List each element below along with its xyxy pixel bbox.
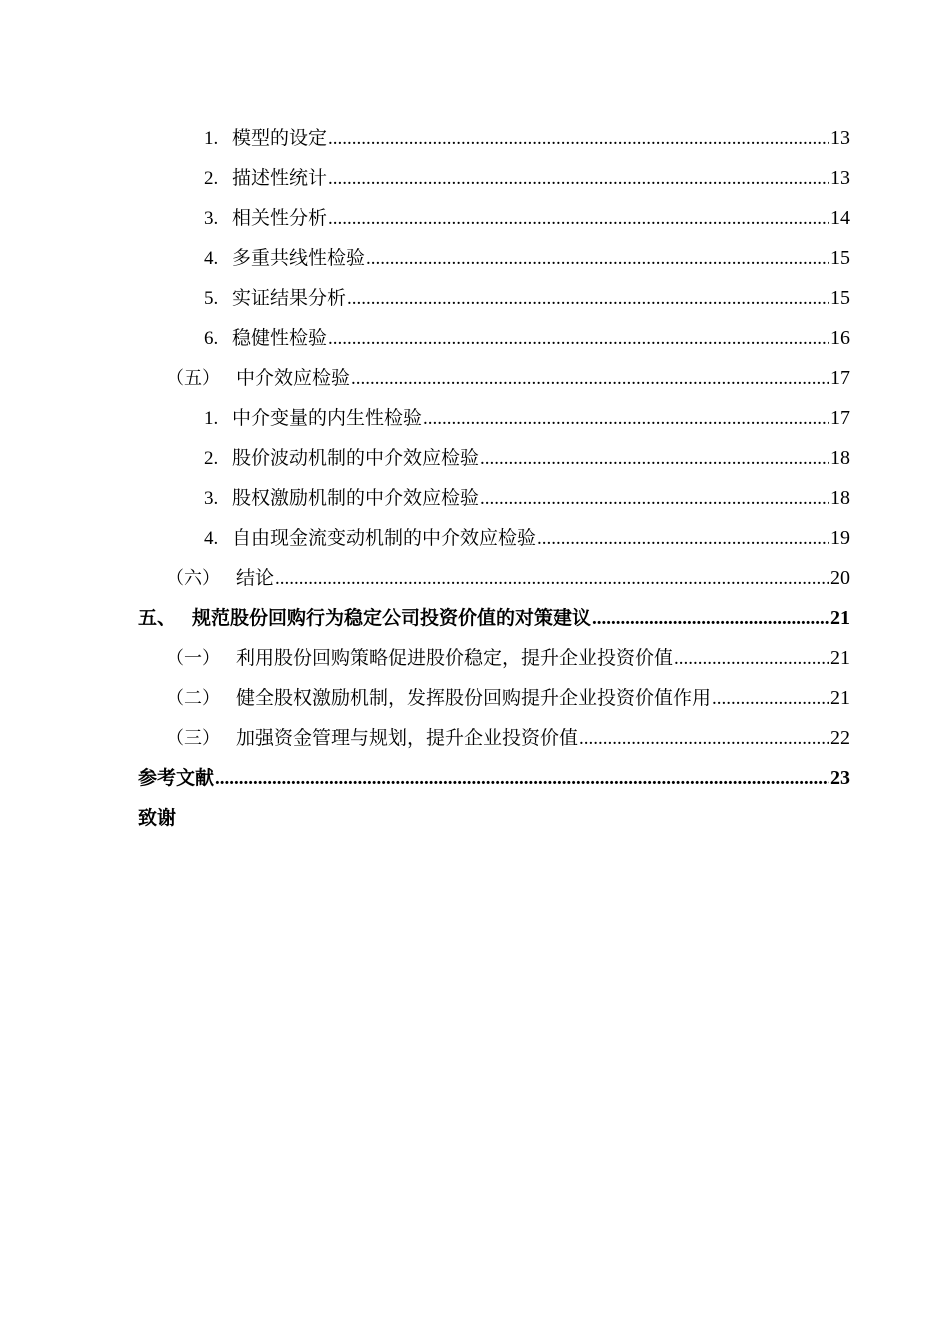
toc-entry-page: 14 (830, 207, 850, 229)
toc-entry[interactable] (138, 478, 850, 518)
toc-entry-number: 4. (204, 248, 219, 269)
toc-entry[interactable] (138, 198, 850, 238)
toc-entry[interactable] (138, 358, 850, 398)
toc-entry-page: 22 (830, 727, 850, 749)
toc-entry-title: 致谢 (138, 807, 177, 829)
toc-entry[interactable] (138, 558, 850, 598)
toc-entry-number: （一） (166, 648, 220, 669)
toc-entry-number: 3. (204, 208, 219, 229)
toc-entry-page: 17 (830, 407, 850, 429)
toc-entry-page: 20 (830, 567, 850, 589)
toc-entry-number: 2. (204, 448, 219, 469)
toc-entry-number: 2. (204, 168, 219, 189)
toc-entry[interactable] (138, 318, 850, 358)
dot-leader (328, 159, 829, 199)
toc-entry-title: 结论 (236, 567, 275, 589)
dot-leader (215, 759, 829, 799)
toc-entry[interactable] (138, 718, 850, 758)
toc-entry-number: 5. (204, 288, 219, 309)
toc-entry-title: 股价波动机制的中介效应检验 (232, 447, 480, 469)
dot-leader (423, 399, 829, 439)
dot-leader (537, 519, 829, 559)
toc-entry-number: 3. (204, 488, 219, 509)
toc-entry-page: 18 (830, 487, 850, 509)
toc-entry-page: 18 (830, 447, 850, 469)
toc-entry-number: 4. (204, 528, 219, 549)
toc-entry-title: 描述性统计 (232, 167, 328, 189)
toc-entry-title: 自由现金流变动机制的中介效应检验 (232, 527, 537, 549)
toc-entry[interactable] (138, 638, 850, 678)
toc-entry-title: 健全股权激励机制，发挥股份回购提升企业投资价值作用 (236, 687, 712, 709)
dot-leader (592, 599, 829, 639)
table-of-contents (138, 118, 850, 838)
toc-entry-page: 19 (830, 527, 850, 549)
toc-entry-number: （三） (166, 728, 220, 749)
toc-entry-title: 参考文献 (138, 767, 215, 789)
dot-leader (351, 359, 829, 399)
toc-entry-title: 中介变量的内生性检验 (232, 407, 423, 429)
toc-entry[interactable] (138, 238, 850, 278)
toc-entry[interactable] (138, 598, 850, 638)
dot-leader (366, 239, 829, 279)
toc-entry-number: （六） (166, 568, 220, 589)
dot-leader (347, 279, 829, 319)
toc-entry-number: 6. (204, 328, 219, 349)
toc-entry-page: 21 (830, 607, 850, 629)
toc-entry-title: 稳健性检验 (232, 327, 328, 349)
toc-entry[interactable] (138, 678, 850, 718)
toc-entry[interactable] (138, 518, 850, 558)
toc-entry-title: 中介效应检验 (236, 367, 351, 389)
dot-leader (328, 119, 829, 159)
dot-leader (480, 439, 829, 479)
toc-entry-page: 13 (830, 167, 850, 189)
toc-entry-title: 规范股份回购行为稳定公司投资价值的对策建议 (192, 607, 592, 629)
toc-entry-page: 15 (830, 287, 850, 309)
toc-entry-title: 利用股份回购策略促进股价稳定，提升企业投资价值 (236, 647, 674, 669)
toc-entry-page: 16 (830, 327, 850, 349)
dot-leader (480, 479, 829, 519)
toc-entry-title: 多重共线性检验 (232, 247, 366, 269)
dot-leader (712, 679, 829, 719)
toc-entry-title: 实证结果分析 (232, 287, 347, 309)
toc-entry-number: 1. (204, 408, 219, 429)
dot-leader (674, 639, 829, 679)
toc-entry[interactable] (138, 398, 850, 438)
toc-entry-number: （二） (166, 688, 220, 709)
toc-entry-page: 17 (830, 367, 850, 389)
toc-entry-page: 21 (830, 687, 850, 709)
toc-entry-page: 23 (830, 767, 850, 789)
toc-entry[interactable] (138, 438, 850, 478)
toc-entry-title: 股权激励机制的中介效应检验 (232, 487, 480, 509)
toc-entry-title: 加强资金管理与规划，提升企业投资价值 (236, 727, 579, 749)
toc-entry-title: 模型的设定 (232, 127, 328, 149)
dot-leader (328, 199, 829, 239)
toc-entry-acknowledgements[interactable] (138, 798, 850, 838)
toc-entry[interactable] (138, 118, 850, 158)
dot-leader (328, 319, 829, 359)
dot-leader (579, 719, 829, 759)
toc-entry-page: 15 (830, 247, 850, 269)
toc-entry-number: 1. (204, 128, 219, 149)
toc-entry-number: （五） (166, 368, 220, 389)
dot-leader (275, 559, 829, 599)
toc-entry-references[interactable] (138, 758, 850, 798)
toc-entry-title: 相关性分析 (232, 207, 328, 229)
toc-entry-number: 五、 (138, 608, 177, 629)
toc-entry[interactable] (138, 158, 850, 198)
toc-entry-page: 21 (830, 647, 850, 669)
toc-entry-page: 13 (830, 127, 850, 149)
toc-entry[interactable] (138, 278, 850, 318)
